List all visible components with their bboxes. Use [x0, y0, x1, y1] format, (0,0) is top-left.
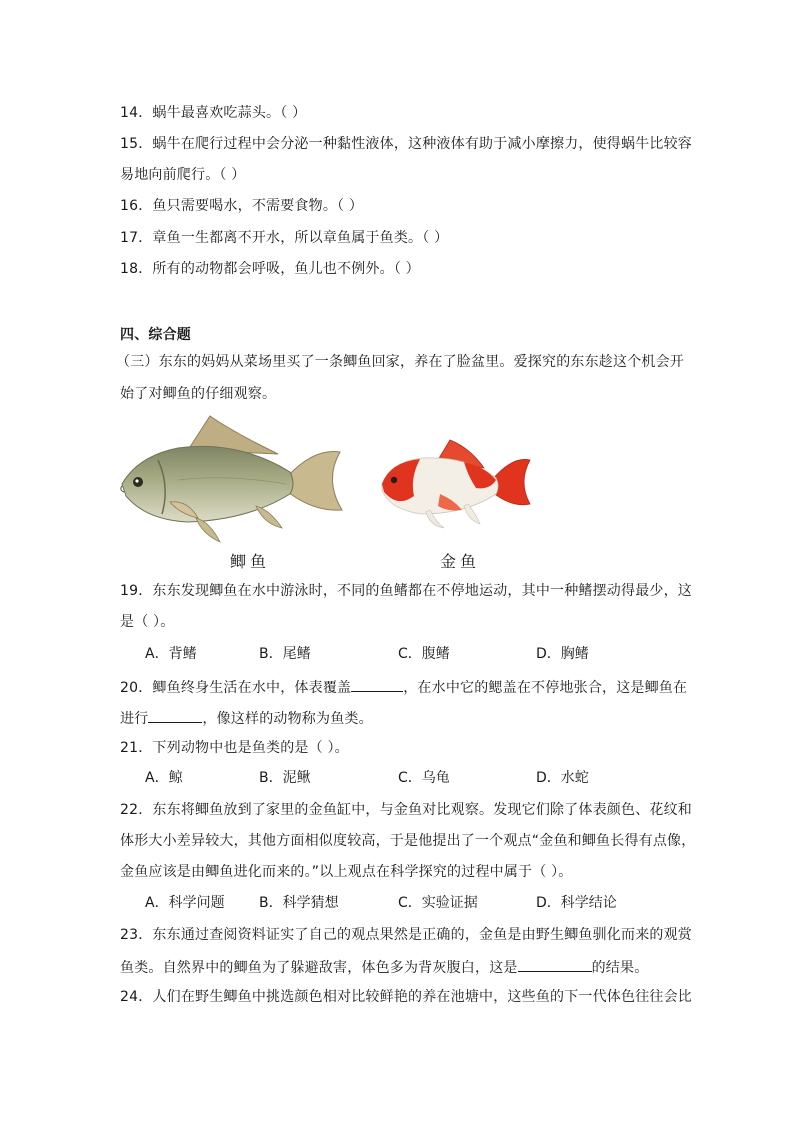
question-17: 17．章鱼一生都离不开水，所以章鱼属于鱼类。（ ） [120, 230, 449, 246]
question-23-line2 [120, 957, 648, 977]
section-intro-line2: 始了对鲫鱼的仔细观察。 [120, 386, 277, 402]
question-21: 21．下列动物中也是鱼类的是（ ）。 [120, 740, 349, 756]
question-22-line2: 体形大小差异较大，其他方面相似度较高，于是他提出了一个观点“金鱼和鲫鱼长得有点像， [120, 833, 696, 849]
q20-text-a: 20．鲫鱼终身生活在水中，体表覆盖 [120, 680, 352, 696]
q19-option-c: C．腹鳍 [398, 646, 450, 662]
caption-goldfish: 金鱼 [440, 552, 481, 571]
q20-text-d: ，像这样的动物称为鱼类。 [202, 711, 373, 727]
q20-text-b: ，在水中它的鳃盖在不停地张合，这是鲫鱼在 [403, 680, 688, 696]
q22-option-a: A．科学问题 [145, 895, 225, 911]
question-19-line2: 是（ ）。 [120, 614, 175, 630]
caption-crucian-carp: 鲫鱼 [230, 552, 271, 571]
q23-text-a: 鱼类。自然界中的鲫鱼为了躲避敌害，体色多为背灰腹白，这是 [120, 960, 518, 976]
q19-option-a: A．背鳍 [145, 646, 197, 662]
q20-text-c: 进行 [120, 711, 149, 727]
goldfish-image [380, 438, 532, 530]
q22-option-c: C．实验证据 [398, 895, 478, 911]
section-title: 四、综合题 [120, 327, 191, 343]
question-19-line1: 19．东东发现鲫鱼在水中游泳时，不同的鱼鳍都在不停地运动，其中一种鳍摆动得最少，这 [120, 583, 693, 599]
q21-option-b: B．泥鳅 [259, 770, 311, 786]
question-22-line3: 金鱼应该是由鲫鱼进化而来的。”以上观点在科学探究的过程中属于（ ）。 [120, 864, 573, 880]
q20-blank-1[interactable] [351, 677, 403, 692]
q21-option-d: D．水蛇 [536, 770, 589, 786]
crucian-carp-image [118, 410, 343, 550]
question-24-line1: 24．人们在野生鲫鱼中挑选颜色相对比较鲜艳的养在池塘中，这些鱼的下一代体色往往会比 [120, 989, 693, 1005]
question-23-line1: 23．东东通过查阅资料证实了自己的观点果然是正确的，金鱼是由野生鲫鱼驯化而来的观赏 [120, 927, 693, 943]
q23-text-b: 的结果。 [591, 960, 649, 976]
question-14: 14．蜗牛最喜欢吃蒜头。（ ） [120, 105, 307, 121]
question-18: 18．所有的动物都会呼吸，鱼儿也不例外。（ ） [120, 261, 420, 277]
section-intro-line1: （三）东东的妈妈从菜场里买了一条鲫鱼回家，养在了脸盆里。爱探究的东东趁这个机会开 [116, 354, 684, 370]
q20-blank-2[interactable] [148, 708, 202, 723]
question-22-line1: 22．东东将鲫鱼放到了家里的金鱼缸中，与金鱼对比观察。发现它们除了体表颜色、花纹和 [120, 802, 693, 818]
question-15-line1: 15．蜗牛在爬行过程中会分泌一种黏性液体，这种液体有助于减小摩擦力，使得蜗牛比较容 [120, 136, 693, 152]
question-20-line2 [120, 708, 373, 728]
q21-option-a: A．鲸 [145, 770, 183, 786]
q22-option-b: B．科学猜想 [259, 895, 339, 911]
q21-option-c: C．乌龟 [398, 770, 450, 786]
q23-blank[interactable] [518, 957, 592, 972]
question-16: 16．鱼只需要喝水，不需要食物。（ ） [120, 198, 364, 214]
question-20-line1 [120, 677, 687, 697]
q19-option-d: D．胸鳍 [536, 646, 589, 662]
q22-option-d: D．科学结论 [536, 895, 617, 911]
question-15-line2: 易地向前爬行。（ ） [120, 167, 246, 183]
q19-option-b: B．尾鳍 [259, 646, 311, 662]
